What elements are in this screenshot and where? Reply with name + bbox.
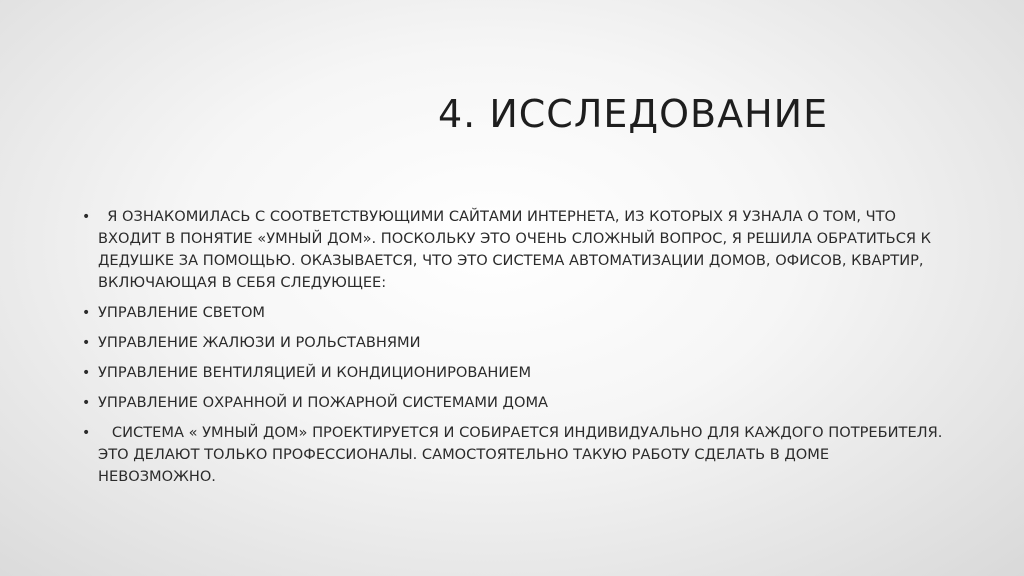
bullet-icon: • bbox=[82, 335, 91, 351]
list-item-text: УПРАВЛЕНИЕ ВЕНТИЛЯЦИЕЙ И КОНДИЦИОНИРОВАНИЕМ bbox=[98, 364, 532, 381]
bullet-icon: • bbox=[82, 209, 91, 225]
list-item-text: УПРАВЛЕНИЕ СВЕТОМ bbox=[98, 304, 266, 321]
list-item-text: УПРАВЛЕНИЕ ОХРАННОЙ И ПОЖАРНОЙ СИСТЕМАМИ ДОМА bbox=[98, 394, 549, 411]
bullet-list bbox=[82, 206, 950, 496]
list-item-text: Я ОЗНАКОМИЛАСЬ С СООТВЕТСТВУЮЩИМИ САЙТАМИ ИНТЕРНЕТА, ИЗ КОТОРЫХ Я УЗНАЛА О ТОМ, ЧТО ВХОДИТ В ПОНЯТИЕ «УМНЫЙ ДОМ». ПОСКОЛЬКУ ЭТО ОЧЕНЬ СЛОЖНЫЙ ВОПРОС, Я РЕШИЛА ОБРАТИТЬСЯ К ДЕДУШКЕ ЗА ПОМОЩЬЮ. ОКАЗЫВАЕТСЯ, ЧТО ЭТО СИСТЕМА АВТОМАТИЗАЦИИ ДОМОВ, ОФИСОВ, КВАРТИР, ВКЛЮЧАЮЩАЯ В СЕБЯ СЛЕДУЮЩЕЕ: bbox=[98, 208, 936, 291]
list-item-text: УПРАВЛЕНИЕ ЖАЛЮЗИ И РОЛЬСТАВНЯМИ bbox=[98, 334, 421, 351]
list-item bbox=[82, 422, 950, 488]
list-item bbox=[82, 302, 950, 324]
bullet-icon: • bbox=[82, 425, 91, 441]
list-item bbox=[82, 206, 950, 294]
bullet-icon: • bbox=[82, 395, 91, 411]
list-item bbox=[82, 332, 950, 354]
bullet-icon: • bbox=[82, 365, 91, 381]
bullet-icon: • bbox=[82, 305, 91, 321]
slide-title: 4. ИССЛЕДОВАНИЕ bbox=[438, 92, 829, 136]
list-item bbox=[82, 362, 950, 384]
list-item bbox=[82, 392, 950, 414]
list-item-text: СИСТЕМА « УМНЫЙ ДОМ» ПРОЕКТИРУЕТСЯ И СОБИРАЕТСЯ ИНДИВИДУАЛЬНО ДЛЯ КАЖДОГО ПОТРЕБИТЕЛЯ. ЭТО ДЕЛАЮТ ТОЛЬКО ПРОФЕССИОНАЛЫ. САМОСТОЯТЕЛЬНО ТАКУЮ РАБОТУ СДЕЛАТЬ В ДОМЕ НЕВОЗМОЖНО. bbox=[98, 424, 948, 485]
